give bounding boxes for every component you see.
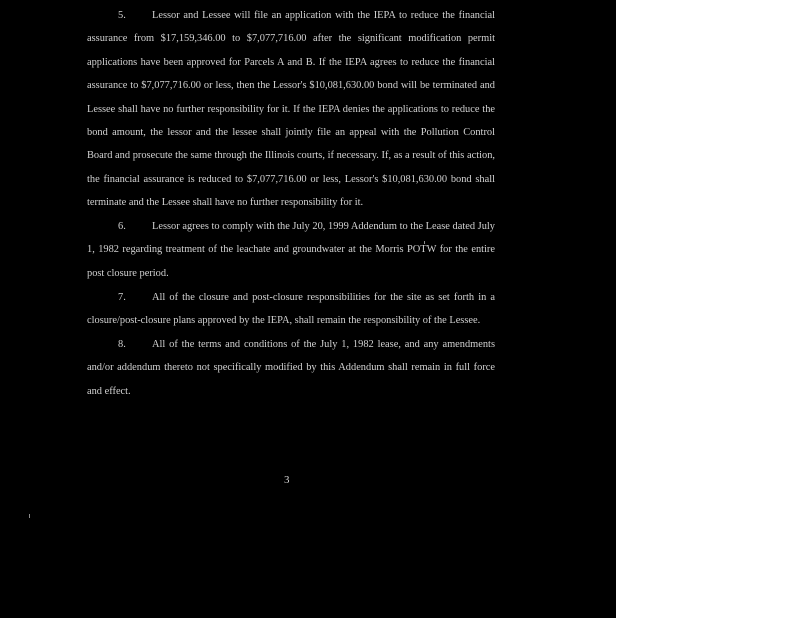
paragraph-text: Lessor agrees to comply with the July 20, 1999 Addendum to the Lease dated July 1, 1982 regarding treatment of the leachate and groundwater at the Morris POTW for the entire post closure period. [87, 221, 495, 279]
paragraph-number: 7. [118, 292, 126, 303]
scan-speck [29, 514, 30, 518]
paragraph-5 [87, 4, 495, 215]
paragraph-text: All of the closure and post-closure responsibilities for the site as set forth in a closure/post-closure plans approved by the IEPA, shall remain the responsibility of the Lessee. [87, 292, 495, 327]
paragraph-6 [87, 215, 495, 285]
paragraph-text: Lessor and Lessee will file an application with the IEPA to reduce the financial assurance from $17,159,346.00 to $7,077,716.00 after the significant modification permit applications have been approved for Parcels A and B. If the IEPA agrees to reduce the financial assurance to $7,077,716.00 or less, then the Lessor's $10,081,630.00 bond will be terminated and Lessee shall have no further responsibility for it. If the IEPA denies the applications to reduce the bond amount, the lessor and the lessee shall jointly file an appeal with the Pollution Control Board and prosecute the same through the Illinois courts, if necessary. If, as a result of this action, the financial assurance is reduced to $7,077,716.00 or less, Lessor's $10,081,630.00 bond shall terminate and the Lessee shall have no further responsibility for it. [87, 10, 495, 209]
page-number: 3 [284, 474, 290, 486]
scan-speck [424, 241, 425, 244]
paragraph-text: All of the terms and conditions of the July 1, 1982 lease, and any amendments and/or addendum thereto not specifically modified by this Addendum shall remain in full force and effect. [87, 339, 495, 397]
paragraph-number: 6. [118, 221, 126, 232]
paragraph-7 [87, 286, 495, 333]
paragraph-number: 5. [118, 10, 126, 21]
paragraph-8 [87, 333, 495, 403]
paragraph-number: 8. [118, 339, 126, 350]
